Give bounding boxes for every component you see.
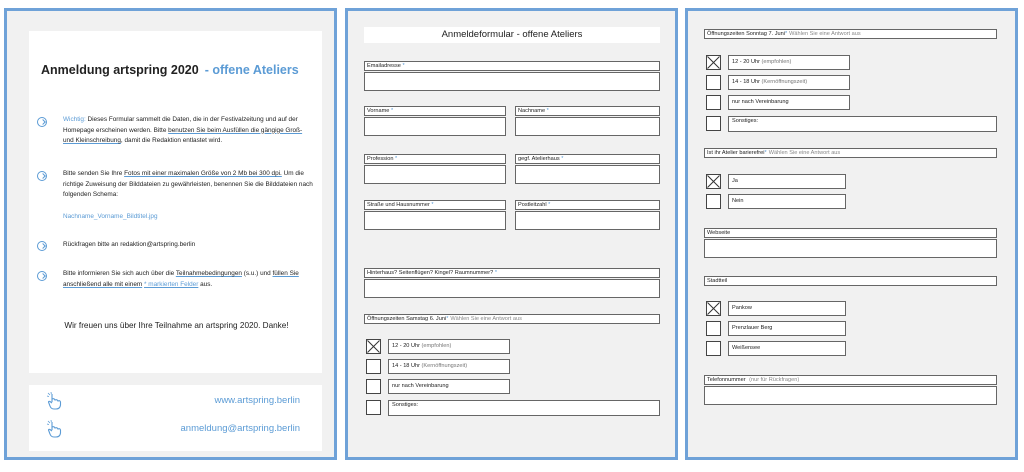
- option-checkbox-so-3[interactable]: [706, 95, 721, 110]
- arrow-circle-icon: [37, 271, 47, 281]
- option-checkbox-sa-4[interactable]: [366, 400, 381, 415]
- email-label: Emailadresse *: [364, 61, 660, 71]
- plz-field[interactable]: [515, 211, 660, 230]
- nachname-field[interactable]: [515, 117, 660, 136]
- option-checkbox-sa-2[interactable]: [366, 359, 381, 374]
- option-checkbox-so-2[interactable]: [706, 75, 721, 90]
- option-so-3[interactable]: nur nach Vereinbarung: [728, 95, 850, 110]
- plz-label: Postleitzahl *: [515, 200, 660, 210]
- pointing-hand-icon: [45, 391, 65, 411]
- email-row[interactable]: [41, 419, 300, 441]
- atelierhaus-field[interactable]: [515, 165, 660, 184]
- email-link[interactable]: anmeldung@artspring.berlin: [180, 423, 300, 434]
- option-checkbox-bf-ja[interactable]: [706, 174, 721, 189]
- option-st-pankow[interactable]: Pankow: [728, 301, 846, 316]
- contact-card: [29, 385, 322, 451]
- strasse-field[interactable]: [364, 211, 506, 230]
- option-checkbox-so-4[interactable]: [706, 116, 721, 131]
- info-page: [4, 8, 337, 460]
- arrow-circle-icon: [37, 117, 47, 127]
- profession-label: Profession *: [364, 154, 506, 164]
- telefon-label: Telefonnummer (nur für Rückfragen): [704, 375, 997, 385]
- option-sa-1[interactable]: 12 - 20 Uhr (empfohlen): [388, 339, 510, 354]
- page-title: Anmeldung artspring 2020 - offene Ateliers: [41, 63, 299, 77]
- hinterhaus-field[interactable]: [364, 279, 660, 298]
- option-so-2[interactable]: 14 - 18 Uhr (Kernöffnungszeit): [728, 75, 850, 90]
- option-st-weissensee[interactable]: Weißensee: [728, 341, 846, 356]
- info-card: [29, 31, 322, 373]
- form-page-1: [345, 8, 678, 460]
- option-sa-other[interactable]: Sonstiges:: [388, 400, 660, 416]
- hinterhaus-label: Hinterhaus? Seitenflügen? Kingel? Raumnummer? *: [364, 268, 660, 278]
- option-checkbox-st-pankow[interactable]: [706, 301, 721, 316]
- option-checkbox-st-prenzlauer[interactable]: [706, 321, 721, 336]
- filename-schema: Nachname_Vorname_Bildtitel.jpg: [63, 213, 158, 220]
- form-title: Anmeldeformular - offene Ateliers: [364, 27, 660, 43]
- webseite-field[interactable]: [704, 239, 997, 258]
- option-st-prenzlauer[interactable]: Prenzlauer Berg: [728, 321, 846, 336]
- info-paragraph-important: Wichtig: Dieses Formular sammelt die Daten, die in der Festivalzeitung und auf der Homepage erscheinen werden. Bitte benutzen Sie beim Ausfüllen die gängige Groß- und Kleinschreibung, damit die Redaktion entlastet wird.: [63, 116, 303, 145]
- info-paragraph-photos: Bitte senden Sie Ihre Fotos mit einer maximalen Größe von 2 Mb bei 300 dpi. Um die richtige Zuweisung der Bilddateien zu gewährleisten, benennen Sie die Bilddateien nach folgenden Schema:: [63, 170, 313, 199]
- option-sa-3[interactable]: nur nach Vereinbarung: [388, 379, 510, 394]
- option-checkbox-sa-1[interactable]: [366, 339, 381, 354]
- option-checkbox-sa-3[interactable]: [366, 379, 381, 394]
- pointing-hand-icon: [45, 419, 65, 439]
- option-checkbox-bf-nein[interactable]: [706, 194, 721, 209]
- arrow-circle-icon: [37, 241, 47, 251]
- option-checkbox-so-1[interactable]: [706, 55, 721, 70]
- stadtteil-label: Stadtteil: [704, 276, 997, 286]
- info-paragraph-conditions: Bitte informieren Sie sich auch über die Teilnahmebedingungen (s.u.) und füllen Sie anschließend alle mit einem * markierten Felder aus.: [63, 270, 299, 288]
- nachname-label: Nachname *: [515, 106, 660, 116]
- oeffnung-so-label: Öffnungszeiten Sonntag 7. Juni* Wählen Sie eine Antwort aus: [704, 29, 997, 39]
- email-field[interactable]: [364, 72, 660, 91]
- option-so-1[interactable]: 12 - 20 Uhr (empfohlen): [728, 55, 850, 70]
- webseite-label: Webseite: [704, 228, 997, 238]
- website-row[interactable]: [41, 391, 300, 413]
- option-checkbox-st-weissensee[interactable]: [706, 341, 721, 356]
- profession-field[interactable]: [364, 165, 506, 184]
- barrierefrei-label: Ist ihr Atelier barierefrei* Wählen Sie eine Antwort aus: [704, 148, 997, 158]
- website-link[interactable]: www.artspring.berlin: [214, 395, 300, 406]
- atelierhaus-label: gegf. Atelierhaus *: [515, 154, 660, 164]
- vorname-label: Vorname *: [364, 106, 506, 116]
- info-paragraph-contact: Rückfragen bitte an redaktion@artspring.berlin: [63, 241, 196, 248]
- vorname-field[interactable]: [364, 117, 506, 136]
- strasse-label: Straße und Hausnummer *: [364, 200, 506, 210]
- oeffnung-sa-label: Öffnungszeiten Samstag 6. Juni* Wählen Sie eine Antwort aus: [364, 314, 660, 324]
- option-sa-2[interactable]: 14 - 18 Uhr (Kernöffnungszeit): [388, 359, 510, 374]
- option-bf-nein[interactable]: Nein: [728, 194, 846, 209]
- thanks-text: Wir freuen uns über Ihre Teilnahme an artspring 2020. Danke!: [64, 321, 289, 330]
- form-page-2: [685, 8, 1018, 460]
- arrow-circle-icon: [37, 171, 47, 181]
- option-so-other[interactable]: Sonstiges:: [728, 116, 997, 132]
- telefon-field[interactable]: [704, 386, 997, 405]
- option-bf-ja[interactable]: Ja: [728, 174, 846, 189]
